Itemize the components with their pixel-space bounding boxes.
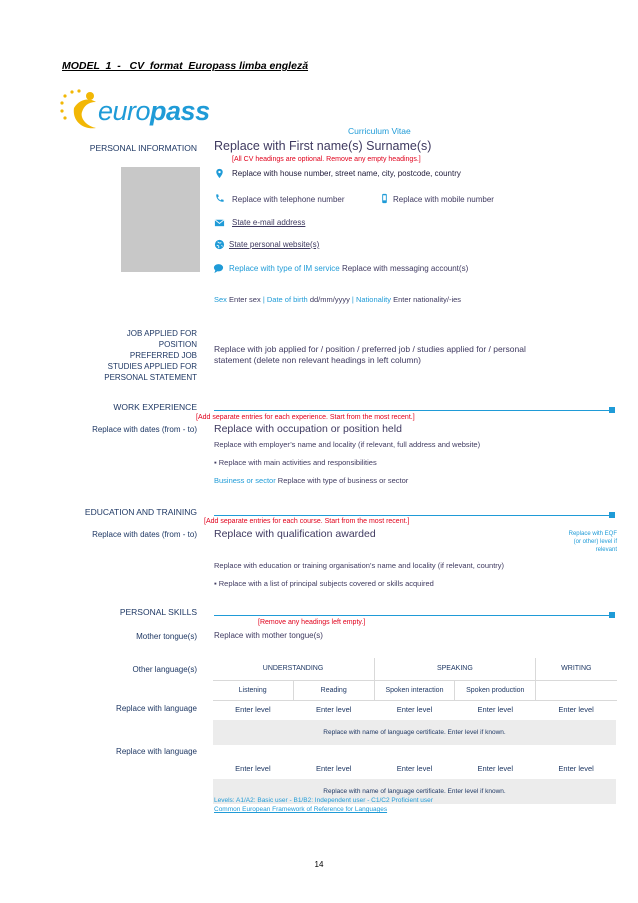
nationality-label: Nationality	[355, 295, 391, 304]
language-row	[213, 759, 617, 778]
levels-note: Levels: A1/A2: Basic user - B1/B2: Independent user - C1/C2 Proficient user	[214, 797, 433, 804]
im-value: Replace with messaging account(s)	[341, 264, 469, 273]
mother-tongue-value: Replace with mother tongue(s)	[214, 631, 323, 640]
spoken-production-header: Spoken production	[455, 680, 536, 700]
separator: |	[262, 295, 265, 304]
skills-divider	[214, 615, 610, 616]
reading-header: Reading	[293, 680, 374, 700]
listening-header: Listening	[213, 680, 294, 700]
skills-note: [Remove any headings left empty.]	[258, 619, 366, 626]
skills-divider-marker	[609, 612, 615, 618]
optional-headings-note: [All CV headings are optional. Remove any empty headings.]	[232, 156, 421, 163]
address-value: Replace with house number, street name, city, postcode, country	[232, 169, 461, 178]
level-cell: Enter level	[235, 705, 271, 714]
level-cell: Enter level	[315, 705, 352, 714]
sex-label: Sex	[214, 295, 227, 304]
language-certificate: Replace with name of language certificate. Enter level if known.	[213, 719, 617, 745]
im-label: Replace with type of IM service	[229, 264, 340, 273]
work-experience-heading: WORK EXPERIENCE	[113, 402, 197, 412]
phone-icon	[214, 193, 225, 204]
work-divider	[214, 410, 610, 411]
website-icon	[214, 239, 225, 250]
qualification-title: Replace with qualification awarded	[214, 528, 376, 540]
work-business-line	[214, 476, 408, 485]
language-certificate: Replace with name of language certificate. Enter level if known.	[213, 778, 617, 804]
business-label: Business or sector	[214, 476, 276, 485]
writing-header: WRITING	[536, 658, 617, 680]
business-value: Replace with type of business or sector	[277, 476, 409, 485]
location-icon	[214, 168, 225, 179]
job-applied-value: Replace with job applied for / position / preferred job / studies applied for / personal statement (delete non relevant headings in left column)	[214, 344, 526, 365]
document-title: MODEL 1 - CV format Europass limba engleză	[62, 60, 309, 72]
work-activities: ▪ Replace with main activities and responsibilities	[214, 458, 377, 467]
language-row	[213, 700, 617, 719]
full-name: Replace with First name(s) Surname(s)	[214, 139, 432, 153]
europass-stars-icon	[60, 86, 100, 132]
cv-label: Curriculum Vitae	[348, 126, 411, 136]
education-organisation: Replace with education or training organisation’s name and locality (if relevant, country)	[214, 561, 505, 570]
mobile-icon	[379, 193, 390, 204]
mobile-value: Replace with mobile number	[393, 195, 494, 204]
level-cell: Enter level	[315, 763, 352, 773]
email-value[interactable]: State e-mail address	[232, 218, 306, 227]
spoken-interaction-header: Spoken interaction	[374, 680, 455, 700]
photo-placeholder	[121, 167, 200, 272]
work-dates: Replace with dates (from - to)	[92, 425, 197, 434]
language-name: Replace with language	[116, 747, 197, 756]
education-divider-marker	[609, 512, 615, 518]
logo-text-euro: euro	[98, 96, 151, 126]
chat-icon	[213, 263, 224, 274]
education-heading: EDUCATION AND TRAINING	[84, 507, 197, 517]
nationality-value: Enter nationality/-ies	[393, 295, 462, 304]
work-note: [Add separate entries for each experience. Start from the most recent.]	[196, 414, 415, 421]
job-applied-heading: JOB APPLIED FOR POSITION PREFERRED JOB STUDIES APPLIED FOR PERSONAL STATEMENT	[104, 329, 197, 382]
im-line	[229, 264, 468, 273]
work-divider-marker	[609, 407, 615, 413]
language-table	[212, 658, 617, 805]
understanding-header: UNDERSTANDING	[213, 658, 375, 680]
work-employer: Replace with employer’s name and locality (if relevant, full address and website)	[214, 440, 481, 449]
education-note: [Add separate entries for each course. Start from the most recent.]	[204, 518, 410, 525]
education-subjects: ▪ Replace with a list of principal subjects covered or skills acquired	[214, 579, 434, 588]
email-icon	[214, 217, 225, 228]
personal-skills-heading: PERSONAL SKILLS	[119, 607, 197, 617]
education-dates: Replace with dates (from - to)	[92, 530, 197, 539]
logo-text-pass: pass	[150, 96, 210, 126]
dob-value: dd/mm/yyyy	[309, 295, 350, 304]
website-value[interactable]: State personal website(s)	[229, 240, 320, 249]
work-title: Replace with occupation or position held	[214, 423, 402, 435]
mother-tongue-label: Mother tongue(s)	[136, 632, 197, 641]
dob-label: Date of birth	[266, 295, 308, 304]
europass-logo	[60, 86, 210, 136]
level-cell: Enter level	[396, 763, 433, 773]
sex-value: Enter sex	[229, 295, 261, 304]
telephone-value: Replace with telephone number	[232, 195, 345, 204]
level-cell: Enter level	[477, 705, 513, 714]
speaking-header: SPEAKING	[374, 658, 536, 680]
level-cell: Enter level	[396, 705, 433, 714]
language-name: Replace with language	[116, 704, 197, 713]
personal-info-heading: PERSONAL INFORMATION	[89, 143, 197, 153]
page-number: 14	[314, 860, 324, 869]
level-cell: Enter level	[477, 763, 513, 773]
sex-dob-nationality-line	[214, 295, 461, 304]
level-cell: Enter level	[558, 705, 594, 714]
separator: |	[351, 295, 354, 304]
cefr-link[interactable]: Common European Framework of Reference for Languages	[214, 806, 388, 813]
education-divider	[214, 515, 610, 516]
other-languages-label: Other language(s)	[132, 665, 197, 674]
eqf-level: Replace with EQF (or other) level if relevant	[568, 531, 617, 553]
level-cell: Enter level	[558, 763, 594, 773]
level-cell: Enter level	[235, 763, 271, 773]
